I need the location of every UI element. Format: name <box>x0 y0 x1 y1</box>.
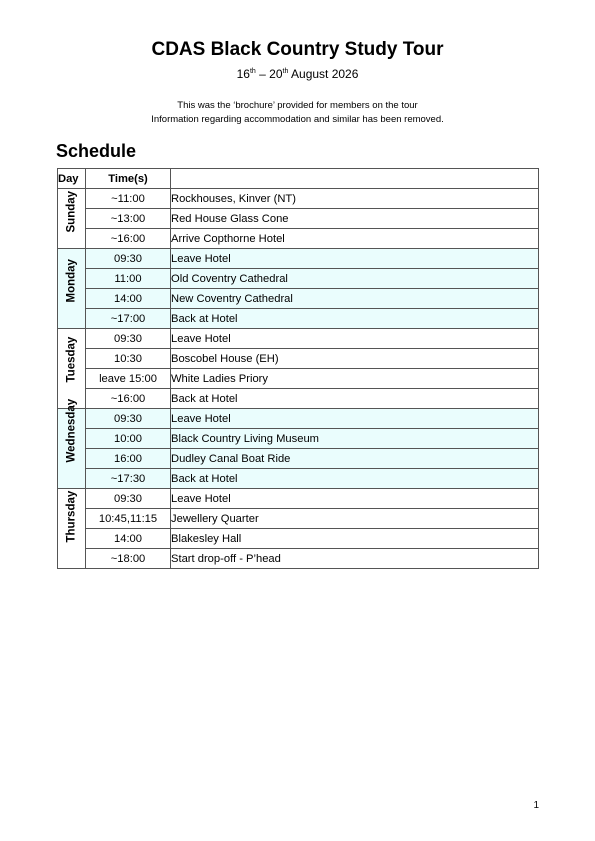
schedule-row <box>58 469 539 489</box>
activity-cell: Start drop-off - P’head <box>171 549 539 569</box>
activity-cell: Black Country Living Museum <box>171 429 539 449</box>
start-day: 16 <box>236 67 250 81</box>
schedule-row <box>58 269 539 289</box>
activity-cell: Back at Hotel <box>171 469 539 489</box>
day-label-cell <box>58 489 86 569</box>
activity-cell: Dudley Canal Boat Ride <box>171 449 539 469</box>
end-day: 20 <box>269 67 283 81</box>
time-cell: 10:30 <box>86 349 171 369</box>
page-number: 1 <box>533 800 539 811</box>
tour-dates <box>0 67 595 81</box>
time-cell: 09:30 <box>86 329 171 349</box>
activity-cell: Blakesley Hall <box>171 529 539 549</box>
activity-cell: Back at Hotel <box>171 389 539 409</box>
document-title: CDAS Black Country Study Tour <box>151 39 444 60</box>
schedule-row <box>58 309 539 329</box>
time-cell: 11:00 <box>86 269 171 289</box>
schedule-row <box>58 449 539 469</box>
schedule-row <box>58 189 539 209</box>
time-cell: 09:30 <box>86 409 171 429</box>
time-cell: 10:00 <box>86 429 171 449</box>
schedule-row <box>58 429 539 449</box>
time-cell: ~11:00 <box>86 189 171 209</box>
time-cell: ~18:00 <box>86 549 171 569</box>
activity-cell: Boscobel House (EH) <box>171 349 539 369</box>
time-cell: 09:30 <box>86 249 171 269</box>
day-label: Tuesday <box>65 336 78 382</box>
schedule-row <box>58 369 539 389</box>
activity-cell: New Coventry Cathedral <box>171 289 539 309</box>
end-day-suffix: th <box>282 68 289 75</box>
section-heading: Schedule <box>56 141 137 161</box>
schedule-body <box>58 189 539 569</box>
schedule-row <box>58 229 539 249</box>
time-cell: 16:00 <box>86 449 171 469</box>
schedule-row <box>58 349 539 369</box>
time-cell: leave 15:00 <box>86 369 171 389</box>
time-cell: 10:45,11:15 <box>86 509 171 529</box>
activity-cell: Leave Hotel <box>171 249 539 269</box>
schedule-row <box>58 209 539 229</box>
schedule-row <box>58 389 539 409</box>
time-cell: 09:30 <box>86 489 171 509</box>
activity-cell: White Ladies Priory <box>171 369 539 389</box>
intro-line-2: Information regarding accommodation and similar has been removed. <box>151 114 444 125</box>
time-cell: ~17:00 <box>86 309 171 329</box>
schedule-row <box>58 329 539 349</box>
activity-cell: Red House Glass Cone <box>171 209 539 229</box>
time-cell: ~16:00 <box>86 229 171 249</box>
activity-cell: Back at Hotel <box>171 309 539 329</box>
activity-cell: Old Coventry Cathedral <box>171 269 539 289</box>
time-cell: ~16:00 <box>86 389 171 409</box>
time-cell: 14:00 <box>86 529 171 549</box>
day-label-cell <box>58 249 86 329</box>
month-year: August 2026 <box>288 67 359 81</box>
day-label-cell <box>58 189 86 249</box>
activity-cell: Rockhouses, Kinver (NT) <box>171 189 539 209</box>
intro-line-1: This was the ‘brochure’ provided for members on the tour <box>177 100 418 111</box>
day-label: Wednesday <box>65 398 78 462</box>
header-day: Day <box>58 169 86 189</box>
schedule-row <box>58 489 539 509</box>
schedule-table <box>57 168 539 569</box>
activity-cell: Leave Hotel <box>171 329 539 349</box>
schedule-row <box>58 289 539 309</box>
intro-note <box>0 99 595 127</box>
schedule-header-row <box>58 169 539 189</box>
activity-cell: Leave Hotel <box>171 489 539 509</box>
schedule-row <box>58 409 539 429</box>
header-time: Time(s) <box>86 169 171 189</box>
schedule-row <box>58 249 539 269</box>
activity-cell: Arrive Copthorne Hotel <box>171 229 539 249</box>
day-label: Sunday <box>65 190 78 232</box>
day-label-cell <box>58 398 86 489</box>
day-label: Monday <box>65 258 78 302</box>
schedule-row <box>58 549 539 569</box>
time-cell: ~17:30 <box>86 469 171 489</box>
day-label: Thursday <box>65 490 78 542</box>
activity-cell: Leave Hotel <box>171 409 539 429</box>
schedule-row <box>58 529 539 549</box>
date-separator: – <box>255 67 270 81</box>
schedule-row <box>58 509 539 529</box>
start-day-suffix: th <box>249 68 256 75</box>
time-cell: ~13:00 <box>86 209 171 229</box>
header-activity <box>171 169 539 189</box>
time-cell: 14:00 <box>86 289 171 309</box>
day-label-cell <box>58 329 86 409</box>
activity-cell: Jewellery Quarter <box>171 509 539 529</box>
